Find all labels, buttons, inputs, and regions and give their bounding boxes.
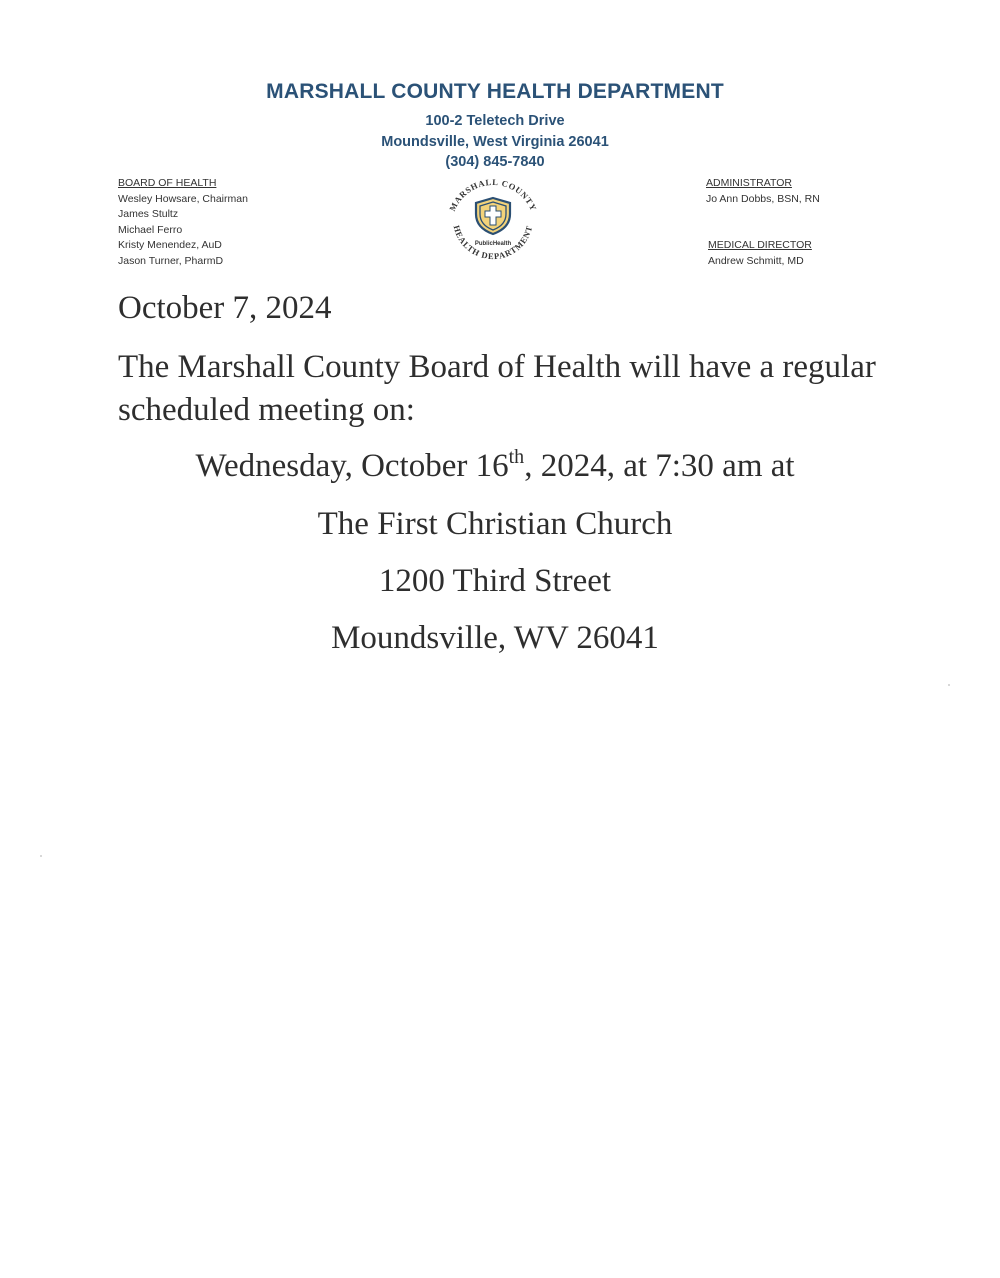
seal-top-text: MARSHALL COUNTY xyxy=(447,176,539,213)
administrator-block xyxy=(706,176,820,207)
board-member: James Stultz xyxy=(118,208,179,220)
letter-date: October 7, 2024 xyxy=(118,290,332,326)
address-city: Moundsville, West Virginia 26041 xyxy=(381,133,609,150)
department-address xyxy=(0,111,990,173)
address-street: 100-2 Teletech Drive xyxy=(425,113,565,129)
administrator-name: Jo Ann Dobbs, BSN, RN xyxy=(706,192,820,205)
board-member: Wesley Howsare, Chairman xyxy=(118,192,248,205)
medical-director-block xyxy=(708,238,812,269)
board-member: Kristy Menendez, AuD xyxy=(118,239,222,251)
meeting-date-suffix: , 2024, at 7:30 am at xyxy=(524,448,795,484)
scan-speck xyxy=(948,684,950,686)
board-member: Jason Turner, PharmD xyxy=(118,254,224,267)
medical-director-heading: MEDICAL DIRECTOR xyxy=(708,239,812,251)
meeting-date-prefix: Wednesday, October 16 xyxy=(195,448,509,484)
venue-city: Moundsville, WV 26041 xyxy=(331,620,659,656)
board-of-health-list xyxy=(118,176,248,269)
medical-director-name: Andrew Schmitt, MD xyxy=(708,254,804,267)
meeting-datetime xyxy=(0,448,990,485)
administrator-heading: ADMINISTRATOR xyxy=(706,177,792,189)
department-phone: (304) 845-7840 xyxy=(445,154,545,170)
meeting-announcement: The Marshall County Board of Health will have a regular scheduled meeting on: xyxy=(118,349,876,428)
meeting-venue: The First Christian Church xyxy=(317,506,673,542)
venue-street: 1200 Third Street xyxy=(378,563,612,599)
scan-speck xyxy=(40,855,42,857)
board-member: Michael Ferro xyxy=(118,223,183,236)
board-heading: BOARD OF HEALTH xyxy=(118,177,217,189)
meeting-date-ordinal: th xyxy=(508,446,525,468)
health-department-seal xyxy=(440,176,546,268)
seal-bottom-text: HEALTH DEPARTMENT xyxy=(451,224,535,262)
department-title: MARSHALL COUNTY HEALTH DEPARTMENT xyxy=(266,80,724,103)
seal-center-text: PublicHealth xyxy=(474,241,512,247)
